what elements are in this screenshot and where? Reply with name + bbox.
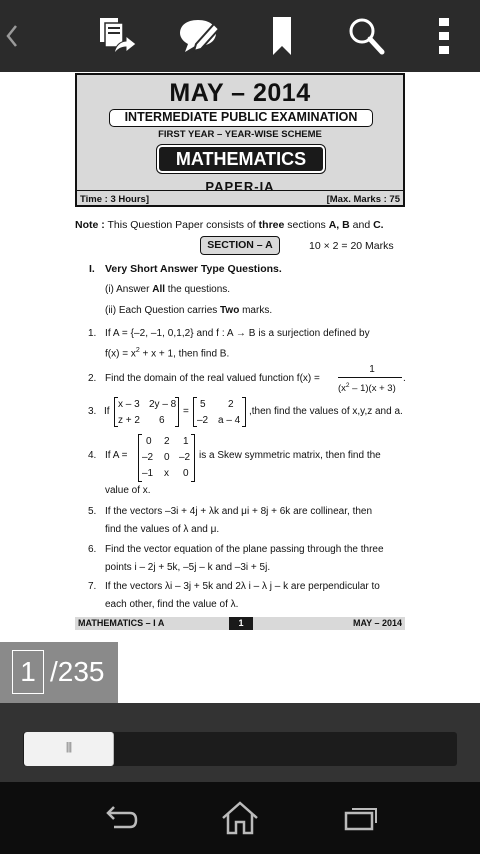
back-button[interactable]: [2, 20, 22, 52]
share-document-icon: [94, 14, 138, 58]
q5-line2: find the values of λ and μ.: [105, 524, 220, 535]
footer-subject: MATHEMATICS – I A: [78, 618, 165, 628]
q4-m-31: –1: [142, 468, 154, 479]
q6-number: 6.: [88, 544, 97, 555]
q3-m1-d: 6: [159, 415, 165, 426]
annotate-comment-icon: [176, 14, 220, 58]
q2-numerator: 1: [369, 364, 375, 375]
note-line: Note : This Question Paper consists of three sections A, B and C.: [75, 219, 384, 231]
q5-number: 5.: [88, 506, 97, 517]
q4-m-12: 2: [164, 436, 170, 447]
q3-number: 3.: [88, 406, 97, 417]
q2-number: 2.: [88, 373, 97, 384]
page-indicator[interactable]: [0, 642, 118, 703]
current-page-number[interactable]: 1: [12, 650, 44, 694]
exam-name: INTERMEDIATE PUBLIC EXAMINATION: [109, 109, 373, 127]
fraction-bar: [338, 377, 402, 378]
page-slider-track[interactable]: [23, 732, 457, 766]
q3-m2-a: 5: [200, 399, 206, 410]
footer-date: MAY – 2014: [352, 618, 402, 628]
q4-text: is a Skew symmetric matrix, then find the: [199, 450, 381, 461]
q5-line1: If the vectors –3i + 4j + λk and μi + 8j + 6k are collinear, then: [105, 506, 373, 517]
instruction-2: (ii) Each Question carries Two marks.: [105, 305, 273, 316]
q4-m-13: 1: [183, 436, 189, 447]
q6-line2: points i – 2j + 5k, –5j – k and –3i + 5j.: [105, 562, 271, 573]
top-toolbar: [0, 0, 480, 72]
max-marks-label: [Max. Marks : 75: [326, 194, 400, 205]
q1-line2: $f(x) = x^2 + x + 1$, then find B.: [105, 347, 230, 360]
q2-denominator: $(x^2 - 1)(x + 3)$: [338, 382, 396, 395]
q6-line1: Find the vector equation of the plane passing through the three: [105, 544, 384, 555]
nav-back-button[interactable]: [96, 798, 144, 838]
q1-line1: If A = {–2, –1, 0,1,2} and f : A → B is a surjection defined by: [105, 328, 370, 339]
paper-label: PAPER-IA: [205, 179, 275, 194]
q3-m2-b: 2: [228, 399, 234, 410]
nav-home-button[interactable]: [216, 798, 264, 838]
paper-title: MAY – 2014: [169, 79, 311, 107]
nav-recent-apps-button[interactable]: [336, 798, 384, 838]
q3-m2-d: a – 4: [218, 415, 241, 426]
slider-grip: |||: [65, 741, 72, 753]
recent-apps-icon: [340, 803, 380, 833]
system-navigation-bar: [0, 782, 480, 854]
page-slider-thumb[interactable]: [24, 732, 114, 766]
time-label: Time : 3 Hours]: [80, 194, 149, 205]
matrix-bracket-right: [175, 397, 179, 427]
q2-period: .: [403, 373, 406, 384]
overflow-menu-icon: [438, 16, 450, 56]
chevron-left-icon: [2, 20, 22, 52]
q2-text: Find the domain of the real valued function f(x) =: [105, 373, 320, 384]
q4-number: 4.: [88, 450, 97, 461]
header-divider: [77, 190, 403, 191]
matrix-bracket-right: [242, 397, 246, 427]
q4-if: If A =: [105, 450, 128, 461]
document-page[interactable]: [0, 72, 480, 642]
q4-m-33: 0: [183, 468, 189, 479]
q4-m-11: 0: [146, 436, 152, 447]
paper-header: [75, 73, 405, 207]
q3-equals: =: [183, 406, 189, 417]
q7-line2: each other, find the value of λ.: [105, 599, 239, 610]
subject-label: MATHEMATICS: [157, 145, 325, 173]
part-number: I.: [89, 263, 95, 275]
bookmark-icon: [267, 15, 297, 57]
part-title: Very Short Answer Type Questions.: [105, 263, 282, 275]
bookmark-button[interactable]: [258, 12, 306, 60]
matrix-bracket-right: [191, 434, 195, 482]
q1-number: 1.: [88, 328, 97, 339]
q4-m-21: –2: [142, 452, 154, 463]
section-a-label: SECTION – A: [200, 236, 280, 255]
q3-if: If: [104, 406, 110, 417]
q3-text: ,then find the values of x,y,z and a.: [249, 406, 403, 417]
q7-number: 7.: [88, 581, 97, 592]
q4-m-23: –2: [179, 452, 191, 463]
q3-m1-b: 2y – 8: [149, 399, 177, 410]
footer-page-number: 1: [229, 617, 253, 630]
home-icon: [220, 800, 260, 836]
q3-m1-a: x – 3: [118, 399, 140, 410]
q7-line1: If the vectors λi – 3j + 5k and 2λ i – λ j – k are perpendicular to: [105, 581, 380, 592]
q4-m-32: x: [164, 468, 169, 479]
q3-m1-c: z + 2: [118, 415, 140, 426]
q4-line2: value of x.: [105, 485, 151, 496]
search-button[interactable]: [342, 12, 390, 60]
page-slider-area: [0, 703, 480, 782]
back-icon: [100, 803, 140, 833]
instruction-1: (i) Answer All the questions.: [105, 284, 231, 295]
total-pages: /235: [50, 656, 105, 687]
share-button[interactable]: [92, 12, 140, 60]
section-marks: 10 × 2 = 20 Marks: [309, 240, 394, 252]
scheme-label: FIRST YEAR – YEAR-WISE SCHEME: [158, 129, 322, 140]
overflow-menu-button[interactable]: [420, 12, 468, 60]
q4-m-22: 0: [164, 452, 170, 463]
search-icon: [346, 16, 386, 56]
q3-m2-c: –2: [197, 415, 209, 426]
page-footer: [75, 617, 405, 630]
annotate-button[interactable]: [174, 12, 222, 60]
